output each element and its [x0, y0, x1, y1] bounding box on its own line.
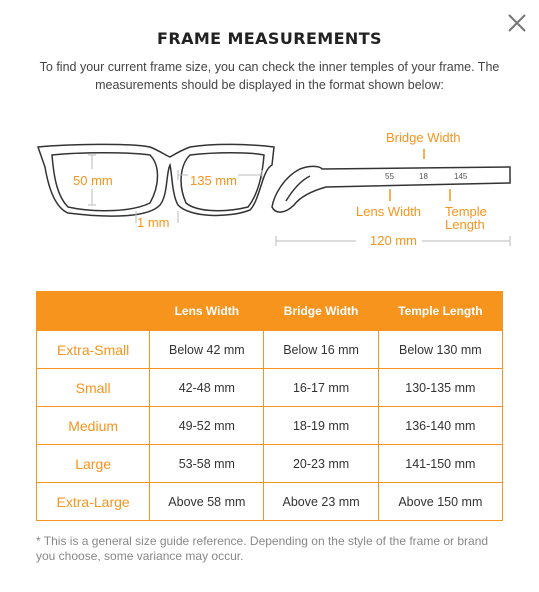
- modal-title: FRAME MEASUREMENTS: [157, 29, 382, 48]
- lens-width-value-label: 135 mm: [190, 173, 237, 188]
- temple-stamp-1: 55: [385, 172, 394, 181]
- temple-length-cell: Below 130 mm: [378, 331, 502, 369]
- temple-stamp-3: 145: [454, 172, 468, 181]
- intro-text: To find your current frame size, you can check the inner temples of your frame. The measurements should be displayed in the format shown below:: [39, 60, 500, 92]
- header-size: [37, 292, 150, 331]
- bridge-width-cell: 16-17 mm: [264, 369, 378, 407]
- size-guide-table: [36, 291, 503, 521]
- size-name: Small: [37, 369, 150, 407]
- lens-width-cell: 42-48 mm: [150, 369, 264, 407]
- size-name: Extra-Small: [37, 331, 150, 369]
- size-disclaimer-note: * This is a general size guide reference. Depending on the style of the frame or brand you choose, some variance may occur.: [36, 534, 489, 563]
- frame-diagram: [0, 125, 539, 255]
- lens-width-cell: 49-52 mm: [150, 407, 264, 445]
- bridge-width-cell: Above 23 mm: [264, 483, 378, 521]
- table-row: [37, 483, 503, 521]
- header-lens-width: Lens Width: [150, 292, 264, 331]
- lens-width-diagram-label: Lens Width: [356, 204, 422, 219]
- temple-length-label-line1: Temple: [445, 204, 487, 219]
- bridge-width-cell: 20-23 mm: [264, 445, 378, 483]
- temple-length-cell: Above 150 mm: [378, 483, 502, 521]
- temple-total-label: 120 mm: [370, 233, 417, 248]
- table-row: [37, 331, 503, 369]
- table-row: [37, 407, 503, 445]
- temple-length-label-line2: Length: [445, 217, 485, 232]
- size-name: Medium: [37, 407, 150, 445]
- lens-width-cell: 53-58 mm: [150, 445, 264, 483]
- table-row: [37, 369, 503, 407]
- temple-length-cell: 141-150 mm: [378, 445, 502, 483]
- lens-width-cell: Above 58 mm: [150, 483, 264, 521]
- size-name: Large: [37, 445, 150, 483]
- size-name: Extra-Large: [37, 483, 150, 521]
- bridge-width-label: Bridge Width: [386, 130, 461, 145]
- table-row: [37, 445, 503, 483]
- temple-stamp-2: 18: [419, 172, 428, 181]
- header-temple-length: Temple Length: [378, 292, 502, 331]
- temple-length-cell: 130-135 mm: [378, 369, 502, 407]
- bridge-width-cell: Below 16 mm: [264, 331, 378, 369]
- lens-height-label: 50 mm: [73, 173, 113, 188]
- table-header-row: [37, 292, 503, 331]
- bridge-value-label: 1 mm: [137, 215, 170, 230]
- bridge-width-cell: 18-19 mm: [264, 407, 378, 445]
- header-bridge-width: Bridge Width: [264, 292, 378, 331]
- temple-length-cell: 136-140 mm: [378, 407, 502, 445]
- lens-width-cell: Below 42 mm: [150, 331, 264, 369]
